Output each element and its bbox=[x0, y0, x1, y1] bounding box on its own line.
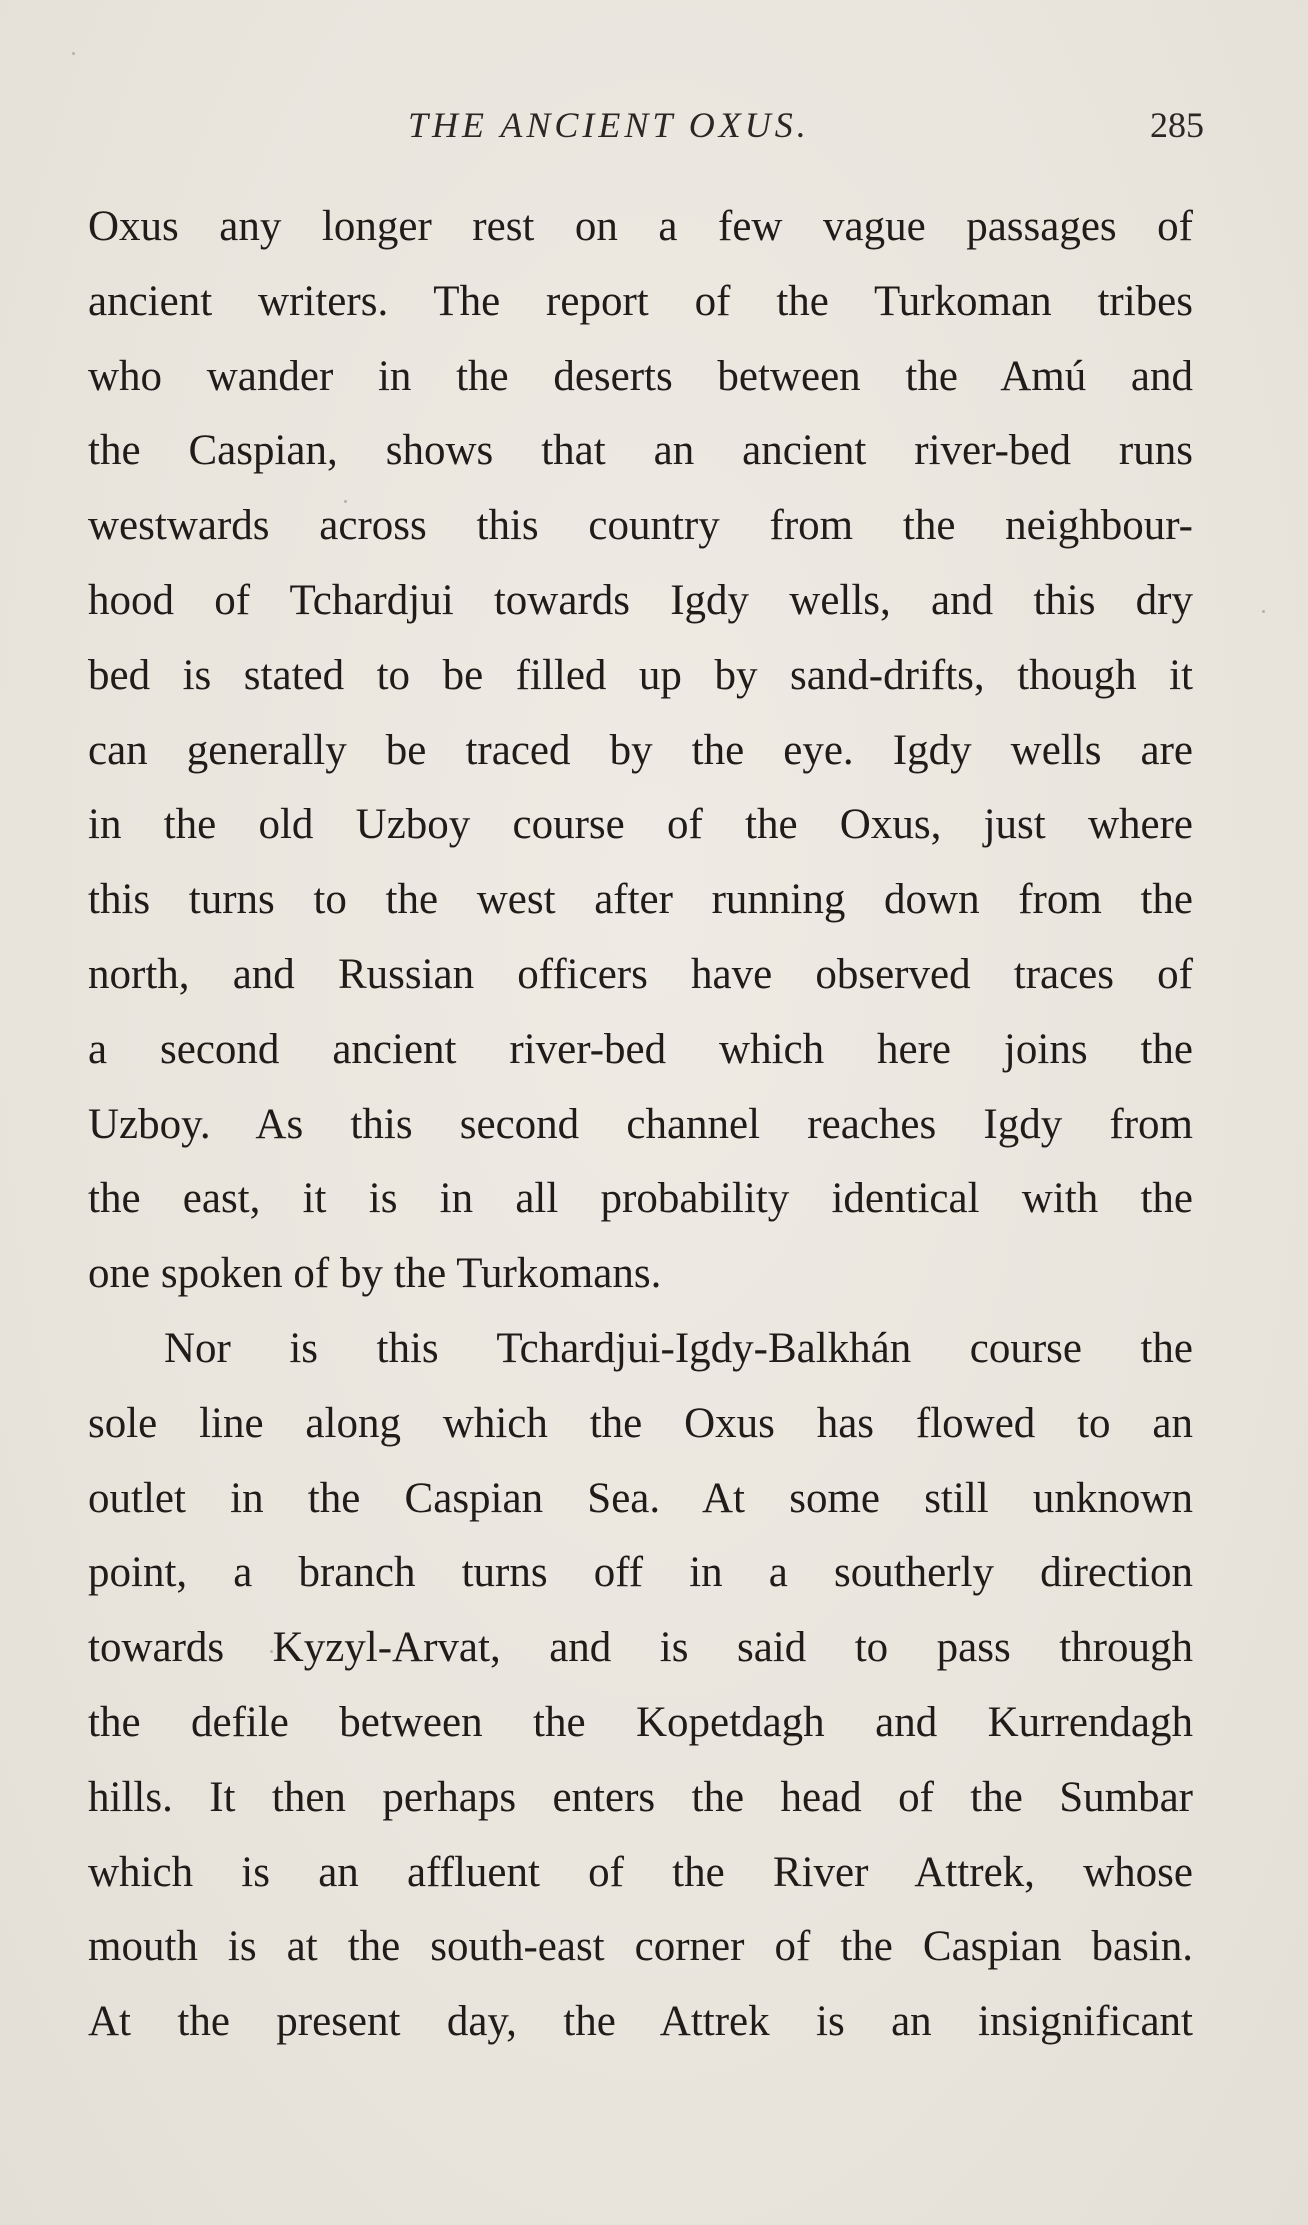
text-line: a second ancient river-bed which here joins the bbox=[88, 1025, 1193, 1073]
text-line: the Caspian, shows that an ancient river-bed runs bbox=[88, 427, 1193, 475]
text-line: in the old Uzboy course of the Oxus, just where bbox=[88, 801, 1193, 849]
text-line: point, a branch turns off in a southerly direction bbox=[88, 1549, 1193, 1597]
running-title: THE ANCIENT OXUS. bbox=[408, 105, 810, 145]
paragraph bbox=[88, 190, 1193, 1312]
text-line: the east, it is in all probability identical with the bbox=[88, 1175, 1193, 1223]
text-line: the defile between the Kopetdagh and Kurrendagh bbox=[88, 1698, 1193, 1746]
paragraph bbox=[88, 1312, 1193, 2060]
text-line: which is an affluent of the River Attrek, whose bbox=[88, 1848, 1193, 1896]
paper-speck bbox=[72, 52, 75, 55]
text-line: At the present day, the Attrek is an insignificant bbox=[88, 1998, 1193, 2046]
text-line: who wander in the deserts between the Amú and bbox=[88, 352, 1193, 400]
text-line: towards Kyzyl-Arvat, and is said to pass through bbox=[88, 1624, 1193, 1672]
text-line: Oxus any longer rest on a few vague passages of bbox=[88, 203, 1193, 250]
text-line: hills. It then perhaps enters the head of the Sumbar bbox=[88, 1773, 1193, 1821]
text-line: westwards across this country from the neighbour- bbox=[88, 502, 1193, 550]
text-line: north, and Russian officers have observed traces of bbox=[88, 950, 1193, 998]
text-line: can generally be traced by the eye. Igdy wells are bbox=[88, 726, 1193, 774]
text-line: mouth is at the south-east corner of the Caspian basin. bbox=[88, 1923, 1193, 1971]
running-head bbox=[0, 104, 1308, 164]
text-line: Uzboy. As this second channel reaches Igdy from bbox=[88, 1100, 1193, 1148]
text-line: outlet in the Caspian Sea. At some still unknown bbox=[88, 1474, 1193, 1522]
text-line: sole line along which the Oxus has flowed to an bbox=[88, 1399, 1193, 1447]
text-line: this turns to the west after running down from the bbox=[88, 876, 1193, 924]
body-text bbox=[88, 190, 1193, 2060]
text-line: ancient writers. The report of the Turkoman tribes bbox=[88, 277, 1193, 325]
text-line: one spoken of by the Turkomans. bbox=[88, 1250, 662, 1298]
page-number: 285 bbox=[1150, 105, 1204, 145]
text-line: Nor is this Tchardjui-Igdy-Balkhán course the bbox=[164, 1324, 1193, 1372]
paper-speck bbox=[1262, 610, 1265, 613]
text-line: hood of Tchardjui towards Igdy wells, and this dry bbox=[88, 576, 1193, 624]
text-line: bed is stated to be filled up by sand-drifts, though it bbox=[88, 651, 1193, 699]
